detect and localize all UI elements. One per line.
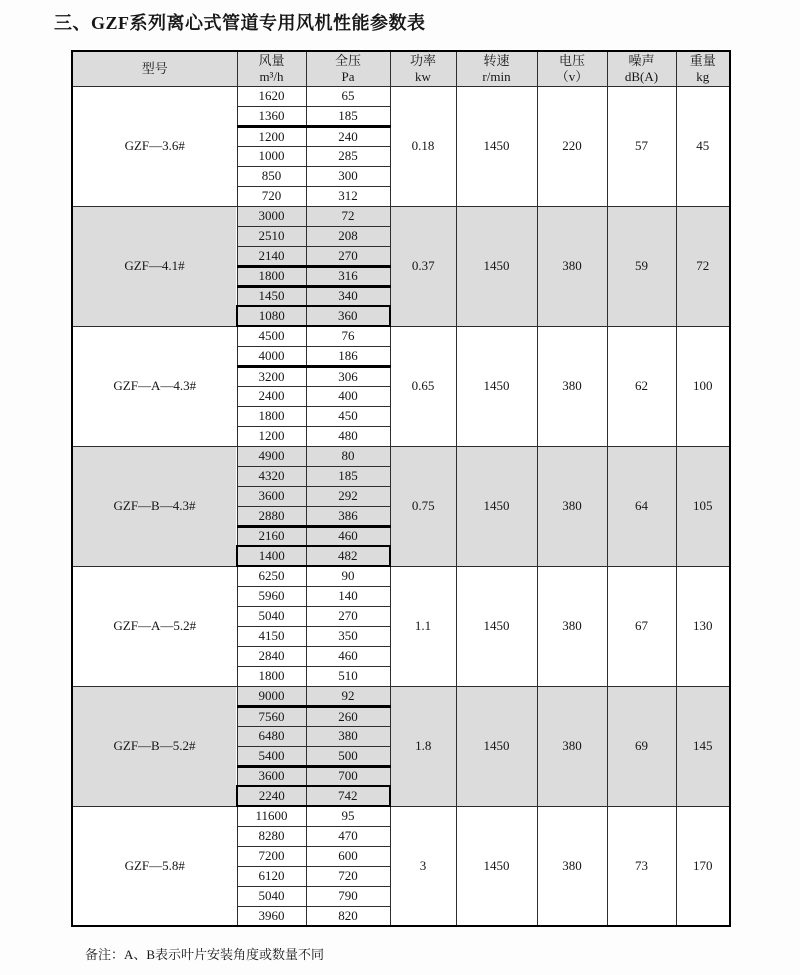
weight-cell: 145 <box>676 686 730 806</box>
column-header-unit: m³/h <box>259 68 284 84</box>
weight-cell: 72 <box>676 206 730 326</box>
pressure-cell: 270 <box>306 246 390 266</box>
speed-cell: 1450 <box>456 686 537 806</box>
column-header-label: 重量 <box>689 52 716 68</box>
pressure-cell: 480 <box>306 426 390 446</box>
pressure-cell: 790 <box>306 886 390 906</box>
column-header-label: 全压 <box>334 52 361 68</box>
flow-cell: 4000 <box>237 346 306 366</box>
flow-cell: 1800 <box>237 406 306 426</box>
table-row <box>72 206 730 226</box>
noise-cell: 57 <box>607 86 676 206</box>
column-header-label: 转速 <box>483 52 510 68</box>
column-header-label: 噪声 <box>628 52 655 68</box>
flow-cell: 4500 <box>237 326 306 346</box>
model-cell: GZF—B—5.2# <box>72 686 237 806</box>
pressure-cell: 312 <box>306 186 390 206</box>
table-row <box>72 326 730 346</box>
pressure-cell: 500 <box>306 746 390 766</box>
voltage-cell: 380 <box>537 446 607 566</box>
flow-cell: 3600 <box>237 486 306 506</box>
flow-cell: 2160 <box>237 526 306 546</box>
pressure-cell: 510 <box>306 666 390 686</box>
flow-cell: 3600 <box>237 766 306 786</box>
column-header-unit: kg <box>696 68 710 84</box>
noise-cell: 73 <box>607 806 676 926</box>
power-cell: 0.75 <box>390 446 456 566</box>
pressure-cell: 450 <box>306 406 390 426</box>
voltage-cell: 220 <box>537 86 607 206</box>
pressure-cell: 720 <box>306 866 390 886</box>
column-header-unit: dB(A) <box>624 68 659 84</box>
flow-cell: 5040 <box>237 606 306 626</box>
noise-cell: 64 <box>607 446 676 566</box>
noise-cell: 59 <box>607 206 676 326</box>
pressure-cell: 350 <box>306 626 390 646</box>
flow-cell: 1800 <box>237 666 306 686</box>
model-cell: GZF—5.8# <box>72 806 237 926</box>
flow-cell: 7200 <box>237 846 306 866</box>
pressure-cell: 76 <box>306 326 390 346</box>
weight-cell: 105 <box>676 446 730 566</box>
pressure-cell: 600 <box>306 846 390 866</box>
page-title: 三、GZF系列离心式管道专用风机性能参数表 <box>54 13 426 33</box>
model-cell: GZF—3.6# <box>72 86 237 206</box>
column-header-pressure <box>306 51 390 86</box>
table-row <box>72 806 730 826</box>
table-row <box>72 686 730 706</box>
table-row <box>72 566 730 586</box>
footnote: 备注：A、B表示叶片安装角度或数量不同 <box>85 947 325 962</box>
flow-cell: 1000 <box>237 146 306 166</box>
column-header-model <box>72 51 237 86</box>
flow-cell: 2840 <box>237 646 306 666</box>
pressure-cell: 316 <box>306 266 390 286</box>
column-header-power <box>390 51 456 86</box>
noise-cell: 69 <box>607 686 676 806</box>
column-header-label: 电压 <box>558 52 585 68</box>
pressure-cell: 470 <box>306 826 390 846</box>
pressure-cell: 90 <box>306 566 390 586</box>
column-header-label: 风量 <box>258 52 285 68</box>
header-row <box>72 51 730 86</box>
speed-cell: 1450 <box>456 206 537 326</box>
flow-cell: 2510 <box>237 226 306 246</box>
pressure-cell: 208 <box>306 226 390 246</box>
speed-cell: 1450 <box>456 446 537 566</box>
pressure-cell: 360 <box>306 306 390 326</box>
pressure-cell: 140 <box>306 586 390 606</box>
flow-cell: 4150 <box>237 626 306 646</box>
power-cell: 1.8 <box>390 686 456 806</box>
power-cell: 0.37 <box>390 206 456 326</box>
flow-cell: 2880 <box>237 506 306 526</box>
flow-cell: 5040 <box>237 886 306 906</box>
flow-cell: 7560 <box>237 706 306 726</box>
pressure-cell: 186 <box>306 346 390 366</box>
pressure-cell: 400 <box>306 386 390 406</box>
flow-cell: 1800 <box>237 266 306 286</box>
flow-cell: 6250 <box>237 566 306 586</box>
column-header-unit: r/min <box>482 68 511 84</box>
model-cell: GZF—A—4.3# <box>72 326 237 446</box>
pressure-cell: 65 <box>306 86 390 106</box>
weight-cell: 130 <box>676 566 730 686</box>
flow-cell: 720 <box>237 186 306 206</box>
column-header-label: 功率 <box>409 52 436 68</box>
model-cell: GZF—A—5.2# <box>72 566 237 686</box>
table-row <box>72 86 730 106</box>
pressure-cell: 92 <box>306 686 390 706</box>
flow-cell: 2140 <box>237 246 306 266</box>
voltage-cell: 380 <box>537 566 607 686</box>
power-cell: 1.1 <box>390 566 456 686</box>
weight-cell: 100 <box>676 326 730 446</box>
flow-cell: 2400 <box>237 386 306 406</box>
column-header-unit: kw <box>415 68 431 84</box>
pressure-cell: 460 <box>306 526 390 546</box>
pressure-cell: 820 <box>306 906 390 926</box>
voltage-cell: 380 <box>537 206 607 326</box>
pressure-cell: 95 <box>306 806 390 826</box>
flow-cell: 850 <box>237 166 306 186</box>
column-header-noise <box>607 51 676 86</box>
column-header-speed <box>456 51 537 86</box>
flow-cell: 5400 <box>237 746 306 766</box>
flow-cell: 6120 <box>237 866 306 886</box>
flow-cell: 1400 <box>237 546 306 566</box>
speed-cell: 1450 <box>456 86 537 206</box>
power-cell: 3 <box>390 806 456 926</box>
flow-cell: 1620 <box>237 86 306 106</box>
flow-cell: 1200 <box>237 126 306 146</box>
pressure-cell: 185 <box>306 106 390 126</box>
noise-cell: 67 <box>607 566 676 686</box>
column-header-label: 型号 <box>141 60 168 76</box>
flow-cell: 4320 <box>237 466 306 486</box>
table-row <box>72 446 730 466</box>
flow-cell: 1360 <box>237 106 306 126</box>
fan-table <box>71 50 731 927</box>
pressure-cell: 72 <box>306 206 390 226</box>
column-header-flow <box>237 51 306 86</box>
flow-cell: 1080 <box>237 306 306 326</box>
flow-cell: 2240 <box>237 786 306 806</box>
pressure-cell: 270 <box>306 606 390 626</box>
column-header-weight <box>676 51 730 86</box>
pressure-cell: 260 <box>306 706 390 726</box>
pressure-cell: 700 <box>306 766 390 786</box>
flow-cell: 3000 <box>237 206 306 226</box>
flow-cell: 1200 <box>237 426 306 446</box>
pressure-cell: 742 <box>306 786 390 806</box>
pressure-cell: 460 <box>306 646 390 666</box>
pressure-cell: 380 <box>306 726 390 746</box>
speed-cell: 1450 <box>456 566 537 686</box>
weight-cell: 45 <box>676 86 730 206</box>
speed-cell: 1450 <box>456 326 537 446</box>
power-cell: 0.18 <box>390 86 456 206</box>
flow-cell: 3200 <box>237 366 306 386</box>
speed-cell: 1450 <box>456 806 537 926</box>
column-header-unit: （v） <box>555 68 589 84</box>
voltage-cell: 380 <box>537 806 607 926</box>
pressure-cell: 240 <box>306 126 390 146</box>
column-header-voltage <box>537 51 607 86</box>
pressure-cell: 386 <box>306 506 390 526</box>
voltage-cell: 380 <box>537 686 607 806</box>
pressure-cell: 340 <box>306 286 390 306</box>
table-body <box>72 86 730 926</box>
power-cell: 0.65 <box>390 326 456 446</box>
flow-cell: 6480 <box>237 726 306 746</box>
flow-cell: 8280 <box>237 826 306 846</box>
pressure-cell: 80 <box>306 446 390 466</box>
pressure-cell: 306 <box>306 366 390 386</box>
voltage-cell: 380 <box>537 326 607 446</box>
column-header-unit: Pa <box>341 68 355 84</box>
flow-cell: 1450 <box>237 286 306 306</box>
pressure-cell: 292 <box>306 486 390 506</box>
weight-cell: 170 <box>676 806 730 926</box>
flow-cell: 4900 <box>237 446 306 466</box>
flow-cell: 5960 <box>237 586 306 606</box>
pressure-cell: 482 <box>306 546 390 566</box>
flow-cell: 9000 <box>237 686 306 706</box>
model-cell: GZF—4.1# <box>72 206 237 326</box>
pressure-cell: 300 <box>306 166 390 186</box>
flow-cell: 3960 <box>237 906 306 926</box>
flow-cell: 11600 <box>237 806 306 826</box>
pressure-cell: 285 <box>306 146 390 166</box>
noise-cell: 62 <box>607 326 676 446</box>
model-cell: GZF—B—4.3# <box>72 446 237 566</box>
pressure-cell: 185 <box>306 466 390 486</box>
